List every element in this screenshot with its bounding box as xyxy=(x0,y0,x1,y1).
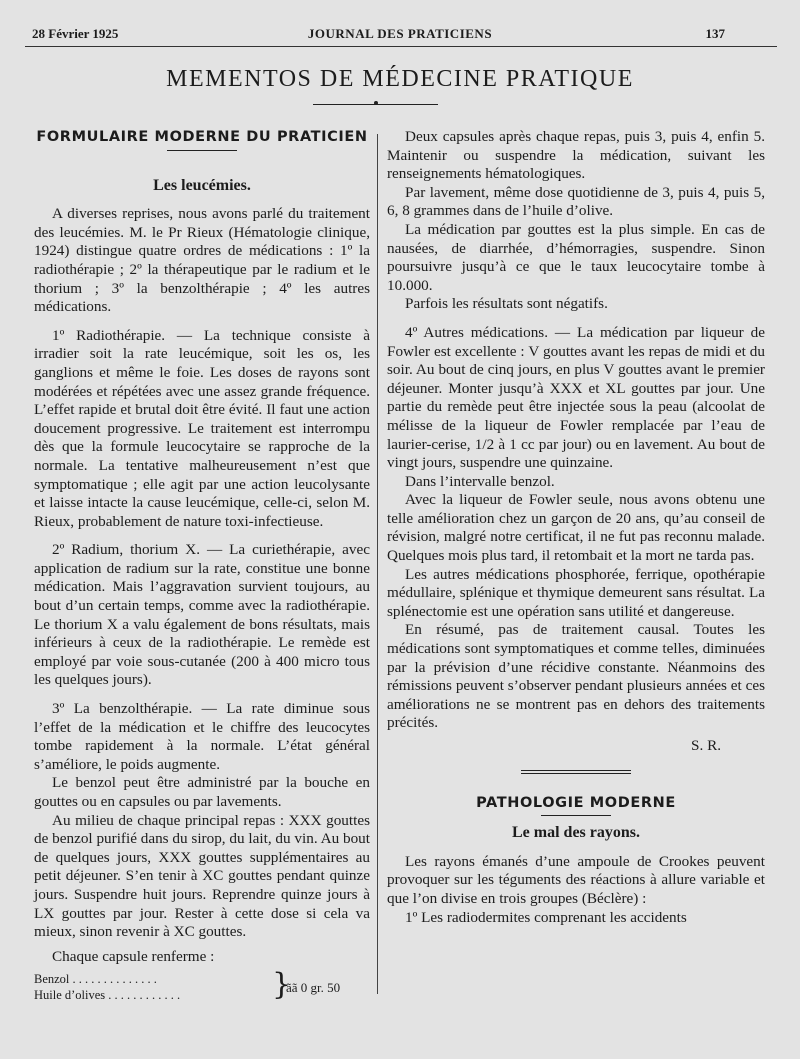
paragraph: 3º La benzolthérapie. — La rate diminue sous l’effet de la médication et le chiffre des leucocytes tombe rapidement à la normale. L’état général s’améliore, le poids augmente. xyxy=(34,700,370,773)
formula xyxy=(34,967,370,1004)
paragraph: Au milieu de chaque principal repas : XXX gouttes de benzol purifié dans du sirop, du lait, du vin. Au bout de quelques jours, XXX gouttes supplémentaires au petit déjeuner. S’en tenir à XC gouttes pendant quinze jours. Suspendre huit jours. Reprendre quinze jours à LX gouttes par jour. Rester à cette dose si cela va mieux, sinon revenir à XC gouttes. xyxy=(34,811,370,941)
formula-ingredient: Huile d’olives . . . . . . . . . . . . xyxy=(34,988,181,1003)
signature: S. R. xyxy=(691,737,721,754)
paragraph: Le benzol peut être administré par la bouche en gouttes ou en capsules ou par lavements. xyxy=(34,774,370,810)
paragraph: Dans l’intervalle benzol. xyxy=(405,472,555,490)
column-divider xyxy=(377,134,378,994)
brace-glyph: } xyxy=(272,967,292,1003)
header-rule xyxy=(25,46,777,47)
formula-dose: ãã 0 gr. 50 xyxy=(286,980,341,996)
paragraph: 1º Les radiodermites comprenant les accidents xyxy=(405,908,687,926)
section-title: PATHOLOGIE MODERNE xyxy=(476,794,676,811)
paragraph: En résumé, pas de traitement causal. Toutes les médications sont symptomatiques et comme telles, diminuées par la prévision d’une récidive constante. Néanmoins des rémissions peuvent s’observer pendant plusieurs années et ces améliorations ne se montrent pas en dehors des traitements précités. xyxy=(387,621,765,732)
journal-name: JOURNAL DES PRATICIENS xyxy=(307,26,493,41)
paragraph: Parfois les résultats sont négatifs. xyxy=(405,295,608,313)
article-subtitle: Le mal des rayons. xyxy=(512,824,640,842)
article-subtitle: Les leucémies. xyxy=(153,176,251,194)
running-head xyxy=(0,26,800,46)
paragraph: Avec la liqueur de Fowler seule, nous avons obtenu une telle amélioration chez un garçon de 20 ans, qu’au conseil de révision, malgré notre certificat, il ne fut pas reconnu malade. Quelques mois plus tard, il retombait et la mort ne tarda pas. xyxy=(387,491,765,565)
paragraph: Deux capsules après chaque repas, puis 3, puis 4, enfin 5. Maintenir ou suspendre la médication, suivant les renseignements hématologiques. xyxy=(387,128,765,183)
formula-ingredient: Benzol . . . . . . . . . . . . . . xyxy=(34,972,157,987)
main-title: MEMENTOS DE MÉDECINE PRATIQUE xyxy=(166,66,634,92)
title-ornament xyxy=(374,101,378,105)
paragraph: Les autres médications phosphorée, ferrique, opothérapie médullaire, splénique et thymique demeurent sans résultat. La splénectomie est une opération sans utilité et dangereuse. xyxy=(387,565,765,620)
paragraph: 4º Autres médications. — La médication par liqueur de Fowler est excellente : V gouttes avant les repas de midi et du soir. Au bout de cinq jours, en plus V gouttes avant le premier déjeuner. Monter jusqu’à XXX et XL gouttes par jour. Une partie du remède peut être injectée sous la peau (alcoolat de mélisse de la liqueur de Fowler remplacée par l’eau de laurier-cerise, 1/2 à 1 cc par jour) ou en lavement. Au bout de vingt jours, suspendre une quinzaine. xyxy=(387,323,765,472)
paragraph: Les rayons émanés d’une ampoule de Crookes peuvent provoquer sur les téguments des réactions à allure variable et que l’on divise en trois groupes (Béclère) : xyxy=(387,852,765,907)
paragraph: Chaque capsule renferme : xyxy=(52,947,215,965)
paragraph: 1º Radiothérapie. — La technique consiste à irradier soit la rate leucémique, soit les os, les ganglions et même le foie. Les doses de rayons sont modérées et répétées avec une assez grande fréquence. L’effet rapide et brutal doit être évité. Il faut une action doucement progressive. Le traitement est interrompu dès que la formule leucocytaire se rapproche de la normale. La tentative malheureusement n’est que symptomatique ; elle agit par une action leucolysante et laisse intacte la cause leucémique, celle-ci, selon M. Rieux, probablement de nature toxi-infectieuse. xyxy=(34,326,370,530)
paragraph: La médication par gouttes est la plus simple. En cas de nausées, de diarrhée, d’hémorragies, suspendre. Sinon poursuivre jusqu’à ce que le taux leucocytaire tombe à 10.000. xyxy=(387,220,765,294)
section-rule xyxy=(167,150,237,151)
paragraph: 2º Radium, thorium X. — La curiethérapie, avec application de radium sur la rate, constitue une bonne médication. Mais l’aggravation survient toujours, au bout d’un certain temps, comme avec la radiothérapie. Le thorium X a valu également de bons résultats, mais inférieurs à ceux de la radiothérapie. Le remède est employé par voie sous-cutanée (200 à 400 micro tous les quelques jours). xyxy=(34,541,370,689)
left-column xyxy=(34,128,370,1004)
section-separator xyxy=(521,770,631,774)
paragraph: Par lavement, même dose quotidienne de 3, puis 4, puis 5, 6, 8 grammes dans de l’huile d’olive. xyxy=(387,183,765,220)
issue-date: 28 Février 1925 xyxy=(32,26,119,41)
paragraph: A diverses reprises, nous avons parlé du traitement des leucémies. M. le Pr Rieux (Hématologie clinique, 1924) distingue quatre ordres de médications : 1º la radiothérapie ; 2º la thérapeutique par le radium et le thorium ; 3º la benzolthérapie ; 4º les autres médications. xyxy=(34,205,370,316)
section-title: FORMULAIRE MODERNE DU PRATICIEN xyxy=(36,129,368,145)
right-column xyxy=(387,128,765,927)
page-number: 137 xyxy=(705,26,725,41)
section-rule xyxy=(541,815,611,816)
